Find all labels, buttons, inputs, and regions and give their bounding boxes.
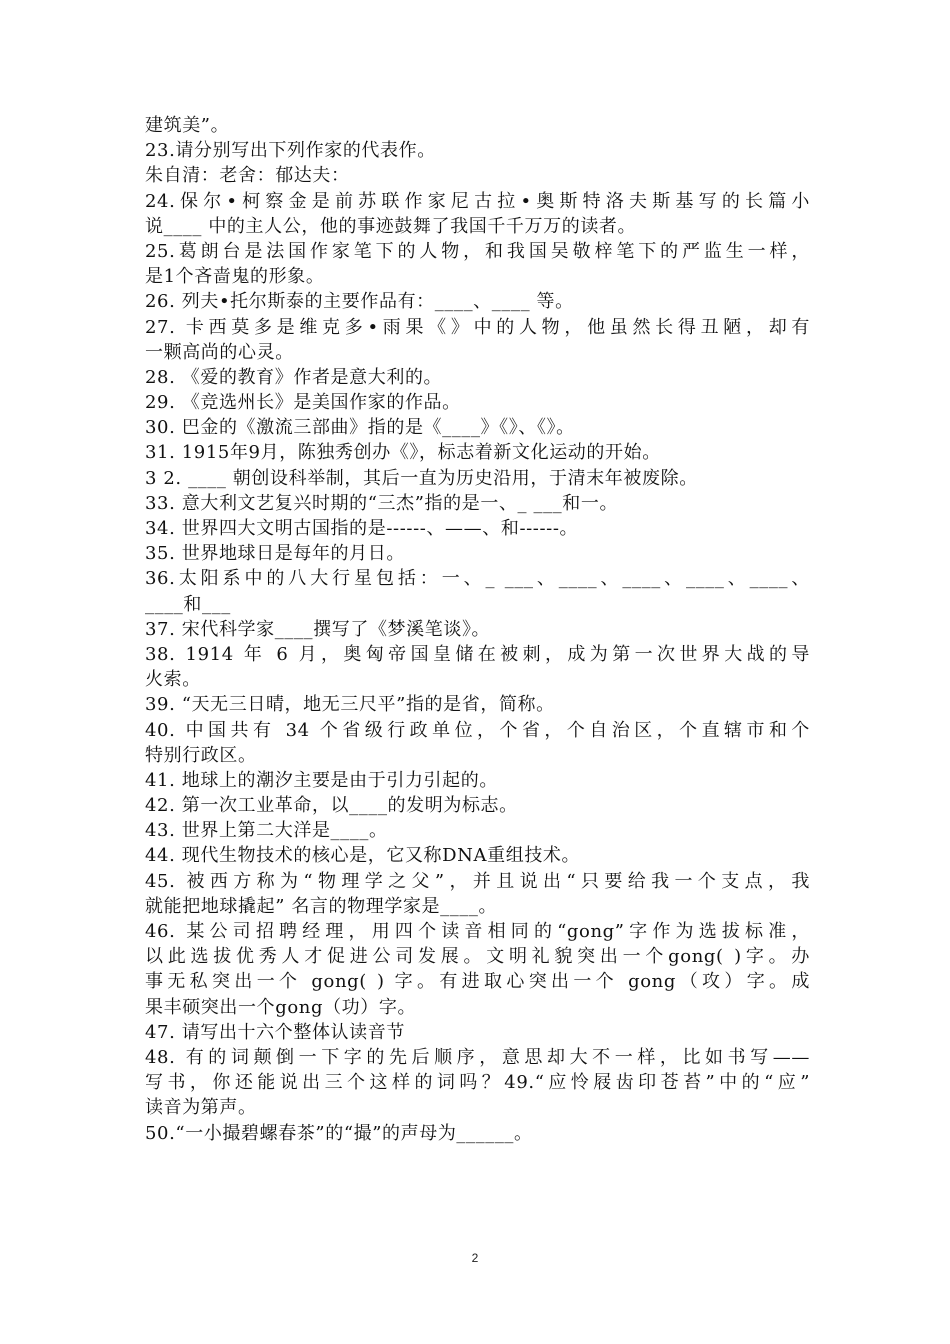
question-36: 36.太阳系中的八大行星包括：一、_ ___、____、____、____、____、 — [145, 568, 810, 590]
text-line: 说____ 中的主人公，他的事迹鼓舞了我国千千万万的读者。 — [145, 215, 637, 237]
question-26: 26. 列夫•托尔斯泰的主要作品有：____、____ 等。 — [145, 291, 574, 313]
text-line: 特别行政区。 — [145, 744, 257, 766]
question-31: 31. 1915年9月，陈独秀创办《》，标志着新文化运动的开始。 — [145, 442, 661, 464]
question-41: 41. 地球上的潮汐主要是由于引力引起的。 — [145, 769, 498, 791]
question-24: 24.保尔•柯察金是前苏联作家尼古拉•奥斯特洛夫斯基写的长篇小 — [145, 190, 810, 212]
text-line: 就能把地球撬起” 名言的物理学家是____。 — [145, 895, 498, 917]
question-43: 43. 世界上第二大洋是____。 — [145, 820, 388, 842]
page-number: 2 — [471, 1251, 479, 1265]
question-32: 3 2. ____ 朝创设科举制，其后一直为历史沿用，于清末年被废除。 — [145, 467, 698, 489]
question-27: 27. 卡西莫多是维克多•雨果《》中的人物，他虽然长得丑陋，却有 — [145, 316, 810, 338]
text-line: ____和___ — [145, 593, 231, 615]
question-25: 25.葛朗台是法国作家笔下的人物，和我国吴敬梓笔下的严监生一样， — [145, 240, 810, 262]
question-33: 33. 意大利文艺复兴时期的“三杰”指的是一、_ ___和一。 — [145, 492, 619, 514]
question-38: 38. 1914 年 6 月，奥匈帝国皇储在被刺，成为第一次世界大战的导 — [145, 643, 810, 665]
question-28: 28. 《爱的教育》作者是意大利的。 — [145, 366, 443, 388]
question-29: 29. 《竞选州长》是美国作家的作品。 — [145, 392, 461, 414]
question-42: 42. 第一次工业革命，以____的发明为标志。 — [145, 795, 518, 817]
text-line: 朱自清：老舍：郁达夫： — [145, 165, 350, 187]
question-50: 50.“一小撮碧螺春茶”的“撮”的声母为______。 — [145, 1122, 533, 1144]
question-30: 30. 巴金的《激流三部曲》指的是《____》《》、《》。 — [145, 417, 575, 439]
question-48: 48. 有的词颠倒一下字的先后顺序，意思却大不一样，比如书写—— — [145, 1046, 810, 1068]
text-line: 读音为第声。 — [145, 1097, 257, 1119]
text-line: 事无私突出一个 gong( ) 字。有进取心突出一个 gong（攻）字。成 — [145, 971, 810, 993]
text-line: 建筑美”。 — [145, 115, 230, 136]
question-35: 35. 世界地球日是每年的月日。 — [145, 543, 405, 565]
text-line: 写书，你还能说出三个这样的词吗？49.“应怜屐齿印苍苔”中的“应” — [145, 1072, 810, 1094]
question-44: 44. 现代生物技术的核心是，它又称DNA重组技术。 — [145, 845, 581, 867]
text-line: 果丰硕突出一个gong（功）字。 — [145, 996, 417, 1018]
question-39: 39. “天无三日晴，地无三尺平”指的是省，简称。 — [145, 694, 555, 716]
text-line: 火索。 — [145, 669, 201, 691]
question-40: 40. 中国共有 34 个省级行政单位，个省，个自治区，个直辖市和个 — [145, 719, 810, 741]
text-line: 以此选拔优秀人才促进公司发展。文明礼貌突出一个gong( )字。办 — [145, 946, 810, 968]
question-37: 37. 宋代科学家____撰写了《梦溪笔谈》。 — [145, 618, 491, 640]
text-line: 一颗高尚的心灵。 — [145, 341, 294, 363]
question-46: 46. 某公司招聘经理，用四个读音相同的“gong”字作为选拔标准， — [145, 921, 810, 942]
text-line: 是1个吝啬鬼的形象。 — [145, 266, 325, 288]
question-47: 47. 请写出十六个整体认读音节 — [145, 1021, 405, 1043]
question-23: 23.请分别写出下列作家的代表作。 — [145, 140, 436, 162]
document-body — [145, 113, 810, 1146]
question-34: 34. 世界四大文明古国指的是------、——、和------。 — [145, 518, 579, 539]
question-45: 45. 被西方称为“物理学之父”，并且说出“只要给我一个支点，我 — [145, 870, 810, 892]
